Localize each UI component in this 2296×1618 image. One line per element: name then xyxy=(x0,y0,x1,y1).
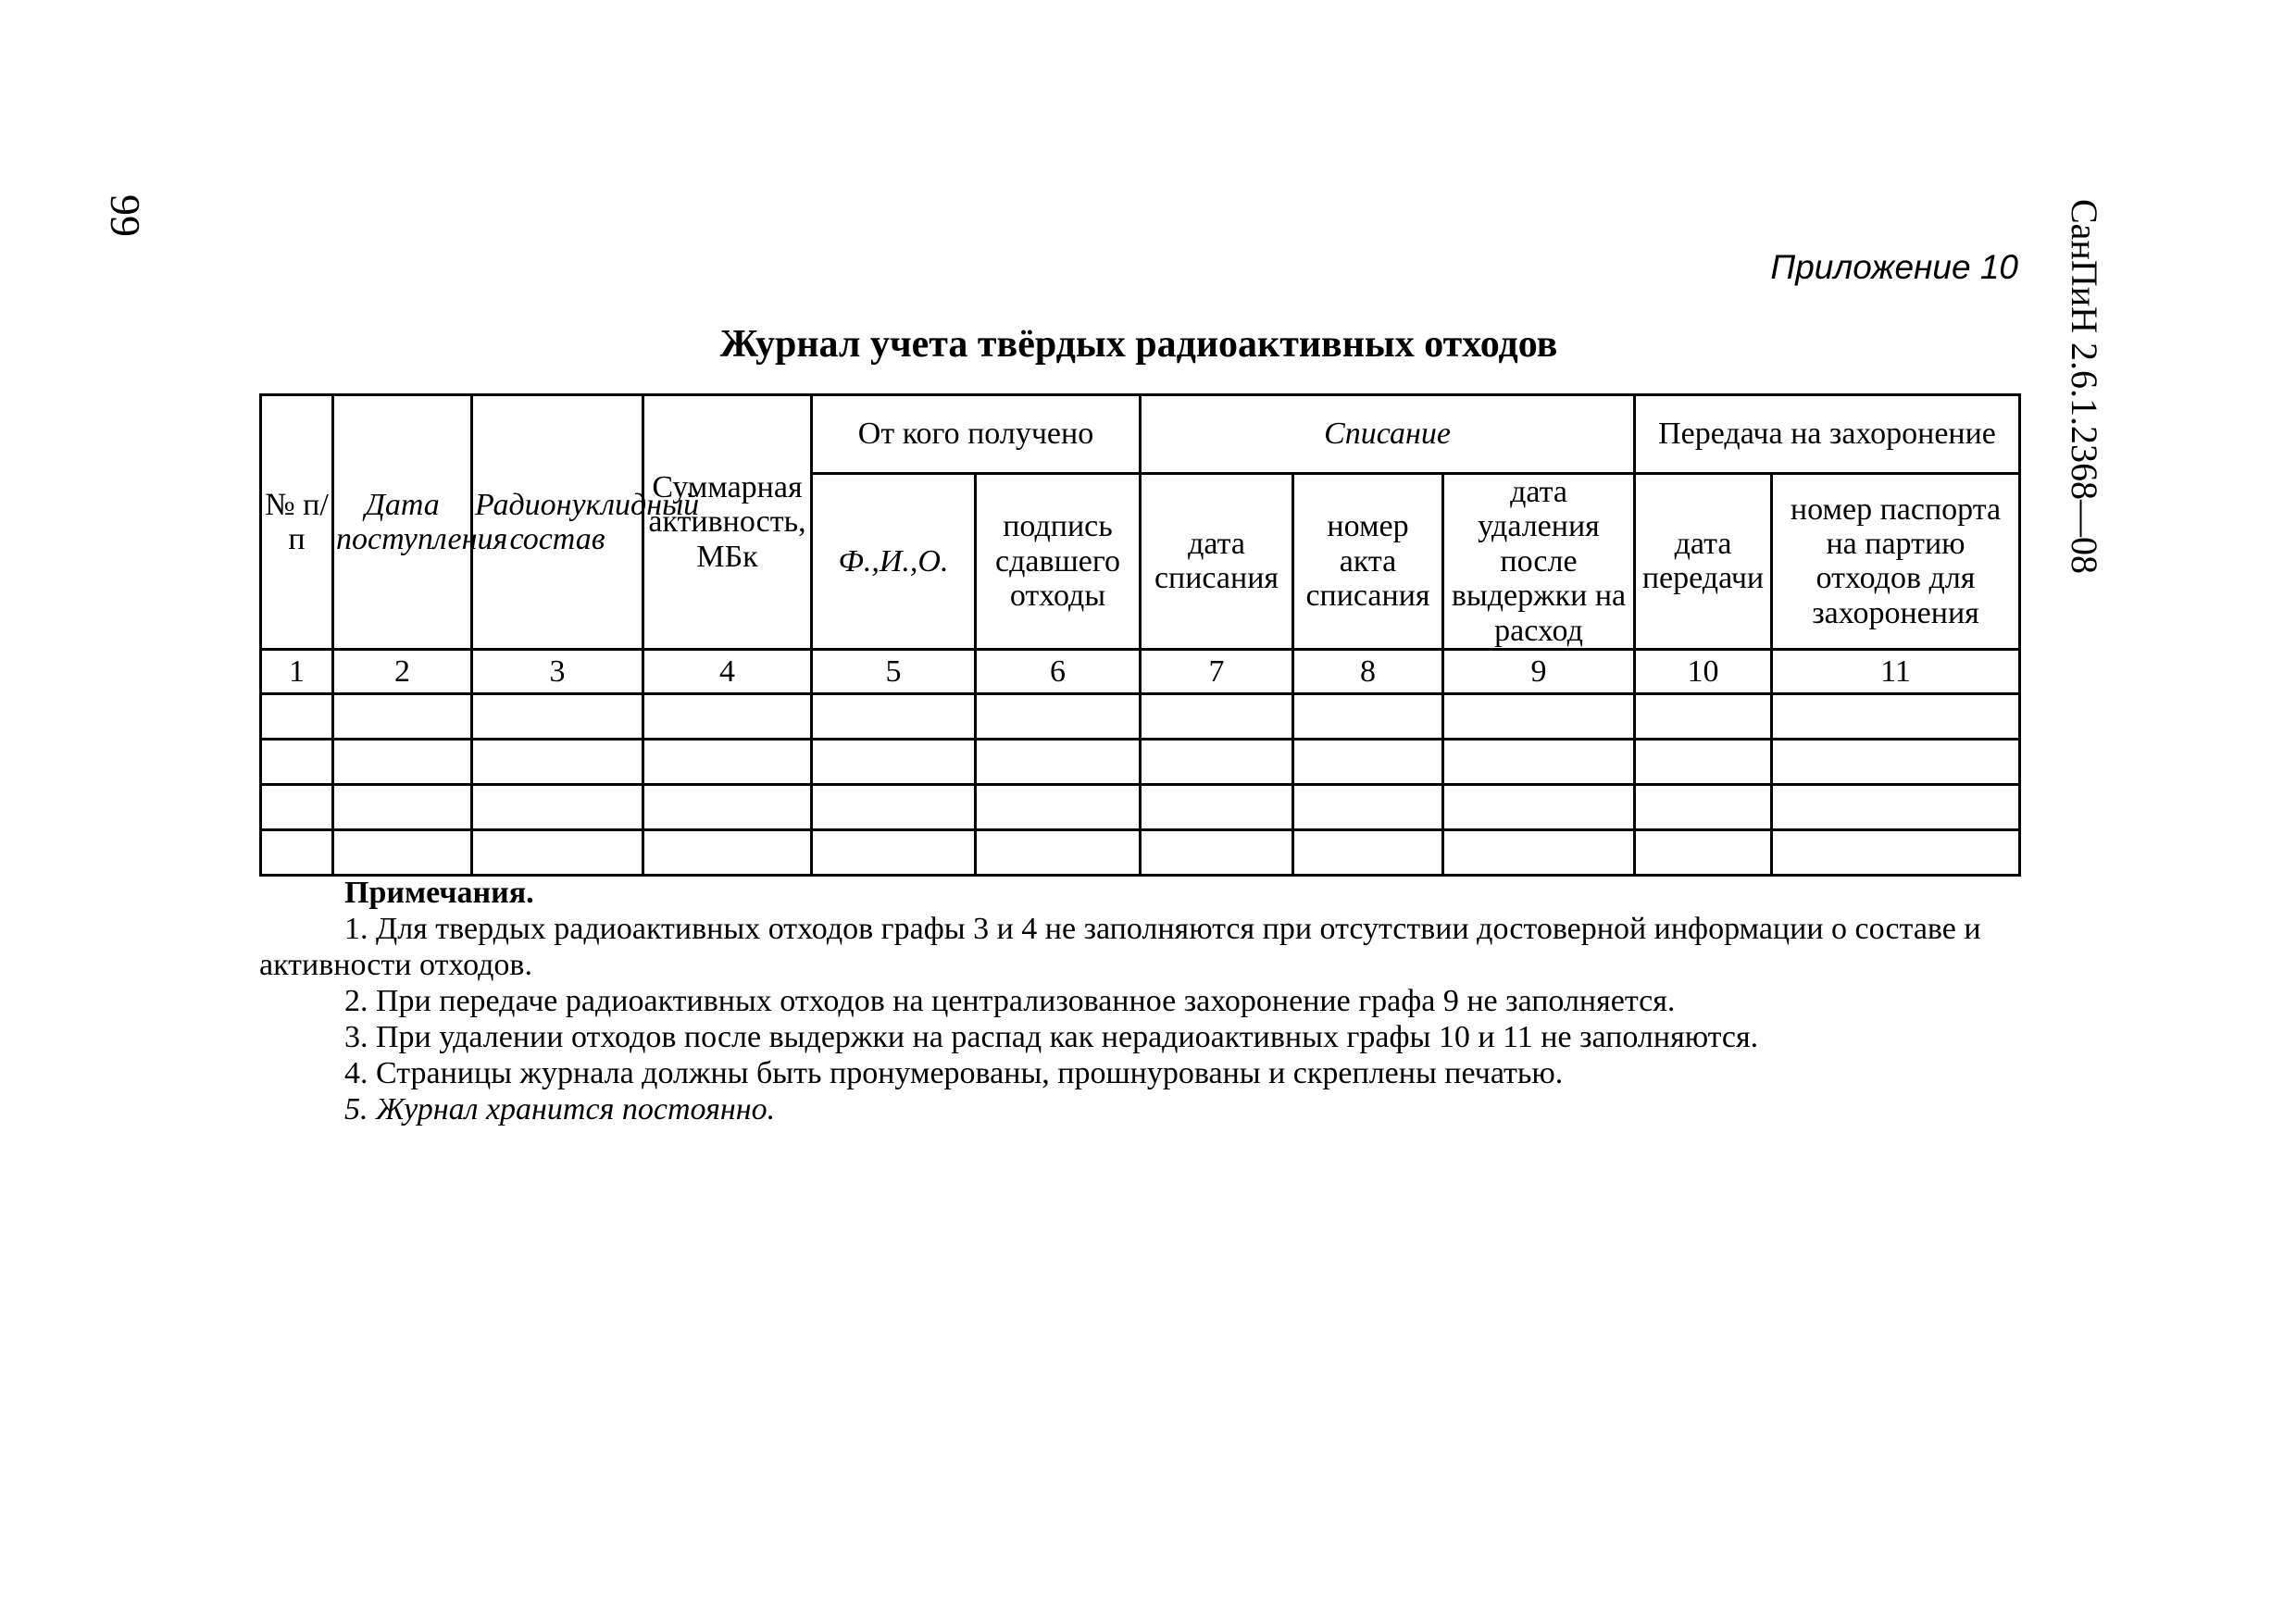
header-num: № п/п xyxy=(261,395,333,650)
table-cell xyxy=(472,829,643,875)
column-number: 5 xyxy=(812,649,976,693)
table-cell xyxy=(812,739,976,784)
table-cell xyxy=(1141,829,1293,875)
table-cell xyxy=(1772,784,2020,829)
journal-table xyxy=(259,393,2021,877)
note-item: 5. Журнал хранится постоянно. xyxy=(344,1092,776,1126)
column-number: 7 xyxy=(1141,649,1293,693)
header-signature: подпись сдавшего отходы xyxy=(976,474,1141,650)
header-writeoff-date: дата списания xyxy=(1141,474,1293,650)
column-number: 9 xyxy=(1443,649,1635,693)
table-cell xyxy=(643,739,812,784)
table-cell xyxy=(333,784,472,829)
table-cell xyxy=(1141,784,1293,829)
table-cell xyxy=(1443,829,1635,875)
table-cell xyxy=(261,739,333,784)
table-cell xyxy=(812,829,976,875)
column-number-row xyxy=(261,649,2020,693)
table-cell xyxy=(1141,739,1293,784)
appendix-label: Приложение 10 xyxy=(1770,248,2018,286)
table-cell xyxy=(976,784,1141,829)
table-cell xyxy=(812,693,976,739)
table-cell xyxy=(333,829,472,875)
header-fio: Ф.,И.,О. xyxy=(812,474,976,650)
table-cell xyxy=(1772,739,2020,784)
note-item: 2. При передаче радиоактивных отходов на централизованное захоронение графа 9 не заполняется. xyxy=(344,984,1676,1018)
header-row-groups xyxy=(261,395,2020,474)
column-number: 3 xyxy=(472,649,643,693)
table-cell xyxy=(643,829,812,875)
table-cell xyxy=(1293,693,1443,739)
table-cell xyxy=(1443,693,1635,739)
table-cell xyxy=(976,693,1141,739)
table-cell xyxy=(472,739,643,784)
table-row xyxy=(261,784,2020,829)
table-cell xyxy=(1772,693,2020,739)
table-cell xyxy=(976,829,1141,875)
column-number: 11 xyxy=(1772,649,2020,693)
table-cell xyxy=(261,693,333,739)
table-cell xyxy=(1443,784,1635,829)
table-cell xyxy=(643,693,812,739)
page-title: Журнал учета твёрдых радиоактивных отходов xyxy=(719,323,1558,366)
table-row xyxy=(261,829,2020,875)
table-cell xyxy=(643,784,812,829)
column-number: 8 xyxy=(1293,649,1443,693)
table-cell xyxy=(976,739,1141,784)
document-code: СанПиН 2.6.1.2368—08 xyxy=(2064,199,2105,575)
notes-title: Примечания. xyxy=(344,876,534,910)
header-transfer-date: дата передачи xyxy=(1635,474,1772,650)
table-row xyxy=(261,739,2020,784)
table-cell xyxy=(812,784,976,829)
table-cell xyxy=(472,693,643,739)
note-item: 4. Страницы журнала должны быть пронумерованы, прошнурованы и скреплены печатью. xyxy=(344,1056,1564,1090)
table-cell xyxy=(1635,693,1772,739)
table-cell xyxy=(1141,693,1293,739)
table-cell xyxy=(1443,739,1635,784)
header-passport-number: номер паспорта на партию отходов для захоронения xyxy=(1772,474,2020,650)
notes-section xyxy=(259,875,2018,1127)
column-number: 6 xyxy=(976,649,1141,693)
table-cell xyxy=(1635,784,1772,829)
header-date-received: Дата поступления xyxy=(333,395,472,650)
table-cell xyxy=(261,829,333,875)
header-removal-date: дата удаления после выдержки на расход xyxy=(1443,474,1635,650)
header-group-from-whom: От кого получено xyxy=(812,395,1141,474)
table-cell xyxy=(261,784,333,829)
table-cell xyxy=(333,739,472,784)
header-group-transfer: Передача на захоронение xyxy=(1635,395,2020,474)
table-cell xyxy=(472,784,643,829)
table-row xyxy=(261,693,2020,739)
header-group-writeoff: Списание xyxy=(1141,395,1635,474)
note-item: 1. Для твердых радиоактивных отходов графы 3 и 4 не заполняются при отсутствии достоверной информации о составе и активности отходов. xyxy=(259,912,1981,982)
header-radionuclide: Радионуклидный состав xyxy=(472,395,643,650)
column-number: 2 xyxy=(333,649,472,693)
table-cell xyxy=(1635,739,1772,784)
column-number: 4 xyxy=(643,649,812,693)
column-number: 10 xyxy=(1635,649,1772,693)
table-cell xyxy=(333,693,472,739)
table-cell xyxy=(1293,784,1443,829)
table-cell xyxy=(1635,829,1772,875)
table-cell xyxy=(1293,739,1443,784)
header-activity: Суммарная активность, МБк xyxy=(643,395,812,650)
column-number: 1 xyxy=(261,649,333,693)
table-cell xyxy=(1293,829,1443,875)
page-number: 99 xyxy=(102,194,149,237)
table-cell xyxy=(1772,829,2020,875)
header-act-number: номер акта списания xyxy=(1293,474,1443,650)
note-item: 3. При удалении отходов после выдержки на распад как нерадиоактивных графы 10 и 11 не заполняются. xyxy=(344,1020,1759,1054)
